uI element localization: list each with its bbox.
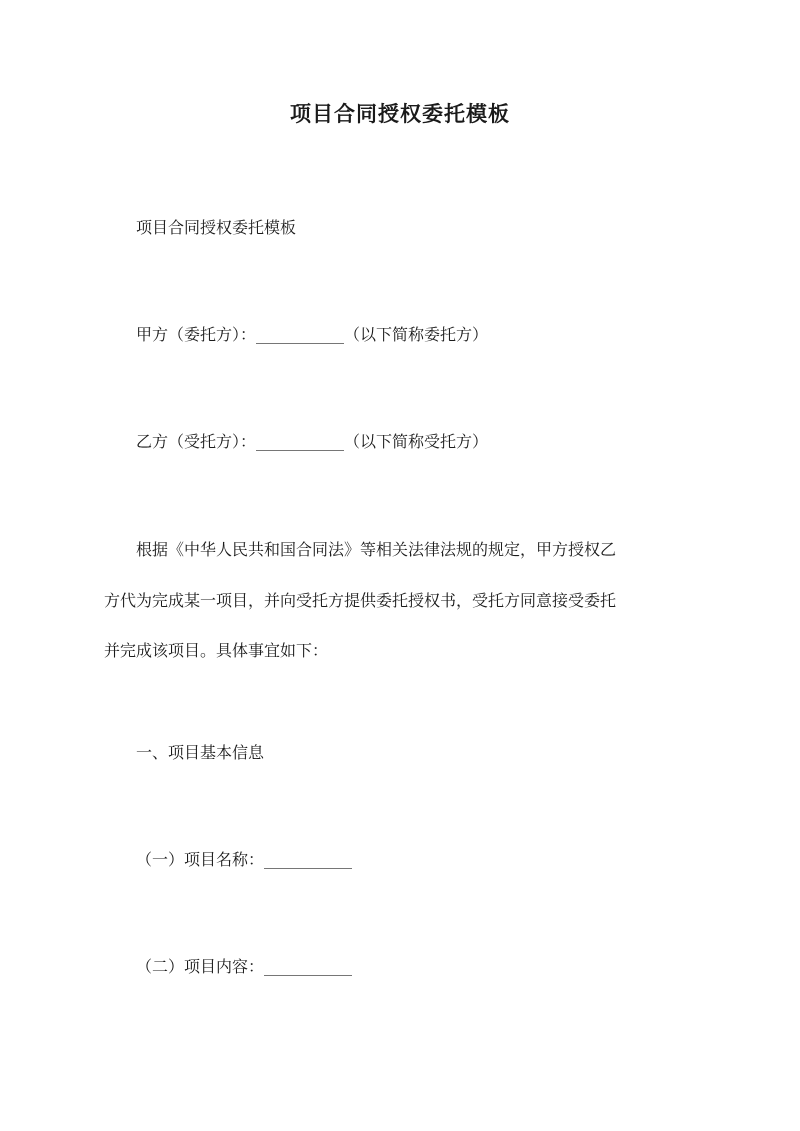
party-a-line: 甲方（委托方）：___________（以下简称委托方） [136, 325, 489, 344]
project-content-line: （二）项目内容：___________ [136, 957, 353, 976]
intro-paragraph-line-3: 并完成该项目。具体事宜如下： [104, 641, 329, 660]
project-name-line: （一）项目名称：___________ [136, 850, 353, 869]
party-b-line: 乙方（受托方）：___________（以下简称受托方） [136, 432, 489, 451]
section-heading: 一、项目基本信息 [136, 743, 265, 762]
document-title: 项目合同授权委托模板 [290, 101, 510, 126]
intro-paragraph-line-1: 根据《中华人民共和国合同法》等相关法律法规的规定，甲方授权乙 [136, 540, 617, 559]
document-subtitle: 项目合同授权委托模板 [136, 218, 297, 237]
intro-paragraph-line-2: 方代为完成某一项目，并向受托方提供委托授权书，受托方同意接受委托 [104, 591, 617, 610]
